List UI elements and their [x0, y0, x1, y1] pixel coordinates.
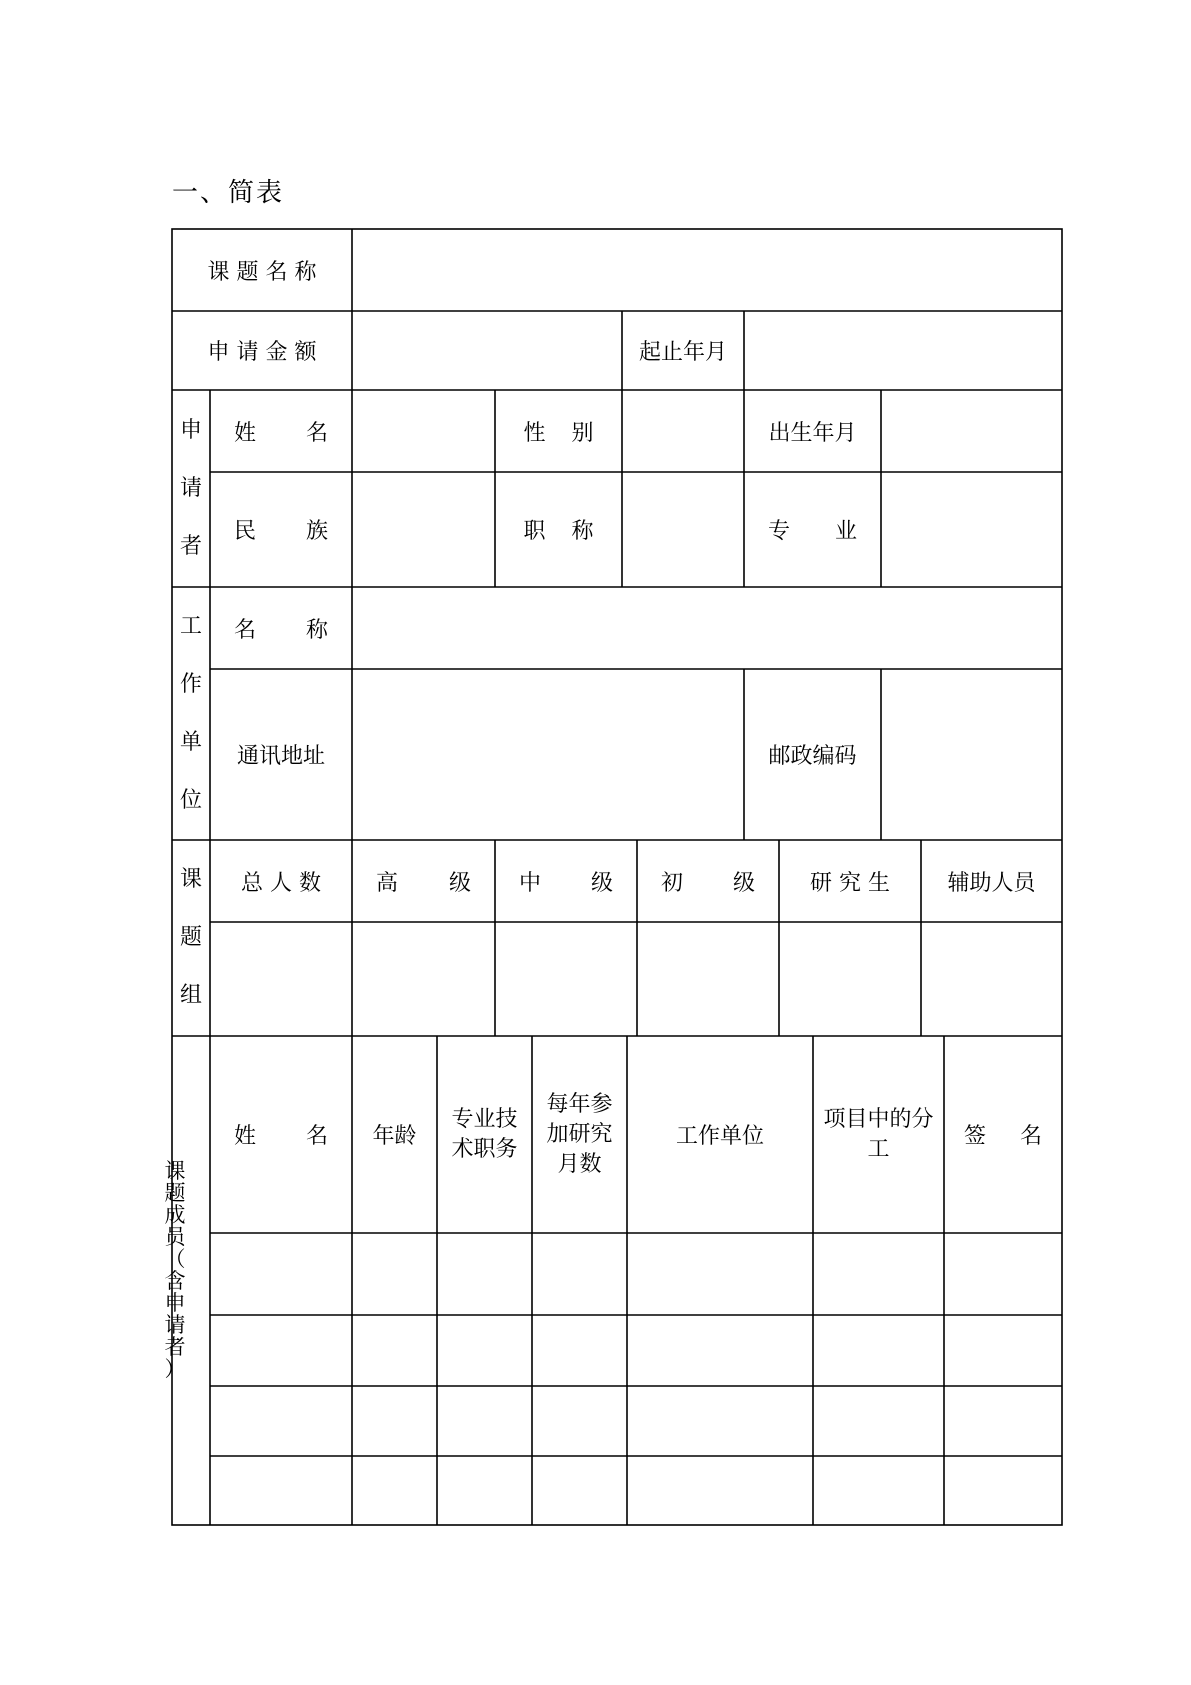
member-cell[interactable]: [813, 1315, 944, 1386]
team-grad-field[interactable]: [779, 922, 921, 1036]
member-cell[interactable]: [210, 1233, 352, 1315]
applicant-name-label: [210, 390, 352, 472]
label-char: 业: [834, 519, 857, 544]
member-cell[interactable]: [437, 1456, 532, 1525]
member-cell[interactable]: [944, 1386, 1062, 1456]
team-grad-label: 研 究 生: [810, 870, 890, 896]
work-unit-name-label: [210, 587, 352, 669]
member-cell[interactable]: [352, 1315, 437, 1386]
applicant-group-char: 者: [179, 533, 202, 559]
member-cell[interactable]: [352, 1456, 437, 1525]
label-char: 名: [305, 1124, 328, 1149]
col-role-header: 项目中的分 工: [823, 1106, 934, 1162]
member-cell[interactable]: [813, 1233, 944, 1315]
team-group-label: [172, 840, 210, 1036]
members-group-char: ）: [164, 1357, 186, 1381]
team-group-char: 组: [179, 983, 202, 1008]
member-cell[interactable]: [813, 1386, 944, 1456]
team-senior-field[interactable]: [352, 922, 495, 1036]
postcode-field[interactable]: [881, 669, 1062, 840]
section-heading: 一、简表: [172, 178, 285, 208]
col-age-header: 年龄: [372, 1124, 417, 1149]
team-total-field[interactable]: [210, 922, 352, 1036]
period-field[interactable]: [744, 311, 1062, 390]
team-middle-label: [495, 840, 637, 922]
work-unit-group-char: 位: [179, 787, 202, 813]
work-unit-group-label: [172, 587, 210, 840]
gender-field[interactable]: [622, 390, 744, 472]
member-cell[interactable]: [532, 1233, 627, 1315]
members-group-char: （: [164, 1247, 186, 1271]
project-name-label: 课 题 名 称: [207, 259, 317, 285]
members-group-label: [160, 1140, 190, 1400]
label-char: 名: [1020, 1124, 1043, 1149]
birth-label: 出生年月: [768, 420, 857, 446]
period-label: 起止年月: [638, 340, 727, 365]
applicant-group-char: 请: [179, 475, 202, 501]
label-char: 级: [732, 870, 755, 896]
ethnicity-label: [210, 472, 352, 587]
team-assist-label: 辅助人员: [947, 870, 1036, 896]
label-char: 姓: [234, 1124, 257, 1149]
label-char: 专: [768, 519, 791, 544]
member-cell[interactable]: [532, 1456, 627, 1525]
member-cell[interactable]: [437, 1315, 532, 1386]
team-assist-field[interactable]: [921, 922, 1062, 1036]
col-sign-header: [944, 1036, 1062, 1233]
member-cell[interactable]: [627, 1233, 813, 1315]
member-cell[interactable]: [944, 1456, 1062, 1525]
member-cell[interactable]: [532, 1315, 627, 1386]
team-group-char: 课: [179, 867, 202, 892]
members-group-char: 申: [164, 1291, 186, 1315]
major-label: [744, 472, 881, 587]
major-field[interactable]: [881, 472, 1062, 587]
col-title-header: 专业技术职务: [451, 1106, 518, 1162]
birth-field[interactable]: [881, 390, 1062, 472]
applicant-name-field[interactable]: [352, 390, 495, 472]
member-cell[interactable]: [352, 1233, 437, 1315]
label-char: 称: [571, 519, 594, 544]
member-cell[interactable]: [627, 1315, 813, 1386]
label-char: 高: [376, 870, 399, 896]
team-middle-field[interactable]: [495, 922, 637, 1036]
ethnicity-field[interactable]: [352, 472, 495, 587]
title-field[interactable]: [622, 472, 744, 587]
address-label: 通讯地址: [236, 744, 325, 769]
member-cell[interactable]: [210, 1315, 352, 1386]
label-char: 中: [519, 870, 542, 896]
members-group-char: 题: [164, 1181, 186, 1205]
label-char: 级: [590, 870, 613, 896]
member-cell[interactable]: [627, 1386, 813, 1456]
member-cell[interactable]: [352, 1386, 437, 1456]
col-name-header: [210, 1036, 352, 1233]
team-junior-label: [637, 840, 779, 922]
label-char: 称: [305, 617, 328, 643]
label-char: 初: [661, 870, 684, 896]
label-char: 级: [448, 870, 471, 896]
work-unit-group-char: 作: [179, 671, 202, 697]
members-group-char: 者: [164, 1335, 186, 1359]
title-label: [495, 472, 622, 587]
label-char: 姓: [234, 420, 257, 446]
member-cell[interactable]: [813, 1456, 944, 1525]
applicant-group-char: 申: [179, 417, 202, 443]
applicant-group-label: [172, 390, 210, 587]
team-senior-label: [352, 840, 495, 922]
member-cell[interactable]: [437, 1386, 532, 1456]
amount-field[interactable]: [352, 311, 622, 390]
team-junior-field[interactable]: [637, 922, 779, 1036]
label-char: 性: [523, 420, 546, 446]
member-cell[interactable]: [532, 1386, 627, 1456]
work-unit-group-char: 工: [179, 613, 202, 639]
team-total-label: 总 人 数: [241, 870, 321, 896]
member-cell[interactable]: [210, 1386, 352, 1456]
col-unit-header: 工作单位: [675, 1124, 764, 1149]
label-char: 职: [523, 519, 546, 544]
label-char: 签: [963, 1124, 986, 1149]
amount-label: 申 请 金 额: [207, 340, 317, 365]
address-field[interactable]: [352, 669, 744, 840]
gender-label: [495, 390, 622, 472]
members-group-char: 请: [164, 1313, 186, 1337]
label-char: 族: [305, 519, 328, 544]
label-char: 名: [234, 617, 257, 643]
members-group-char: 成: [164, 1203, 186, 1227]
member-cell[interactable]: [627, 1456, 813, 1525]
member-cell[interactable]: [944, 1315, 1062, 1386]
member-cell[interactable]: [944, 1233, 1062, 1315]
label-char: 别: [571, 420, 594, 446]
project-name-field[interactable]: [352, 229, 1062, 311]
members-group-char: 课: [164, 1159, 186, 1183]
label-char: 民: [234, 519, 257, 544]
postcode-label: 邮政编码: [768, 744, 857, 769]
member-cell[interactable]: [210, 1456, 352, 1525]
member-cell[interactable]: [437, 1233, 532, 1315]
work-unit-name-field[interactable]: [352, 587, 1062, 669]
team-group-char: 题: [179, 925, 202, 950]
work-unit-group-char: 单: [179, 729, 202, 755]
members-group-char: 员: [164, 1225, 186, 1249]
label-char: 名: [305, 420, 328, 446]
col-months-header: 每年参加研究月数: [546, 1091, 613, 1177]
members-group-char: 含: [164, 1269, 186, 1293]
